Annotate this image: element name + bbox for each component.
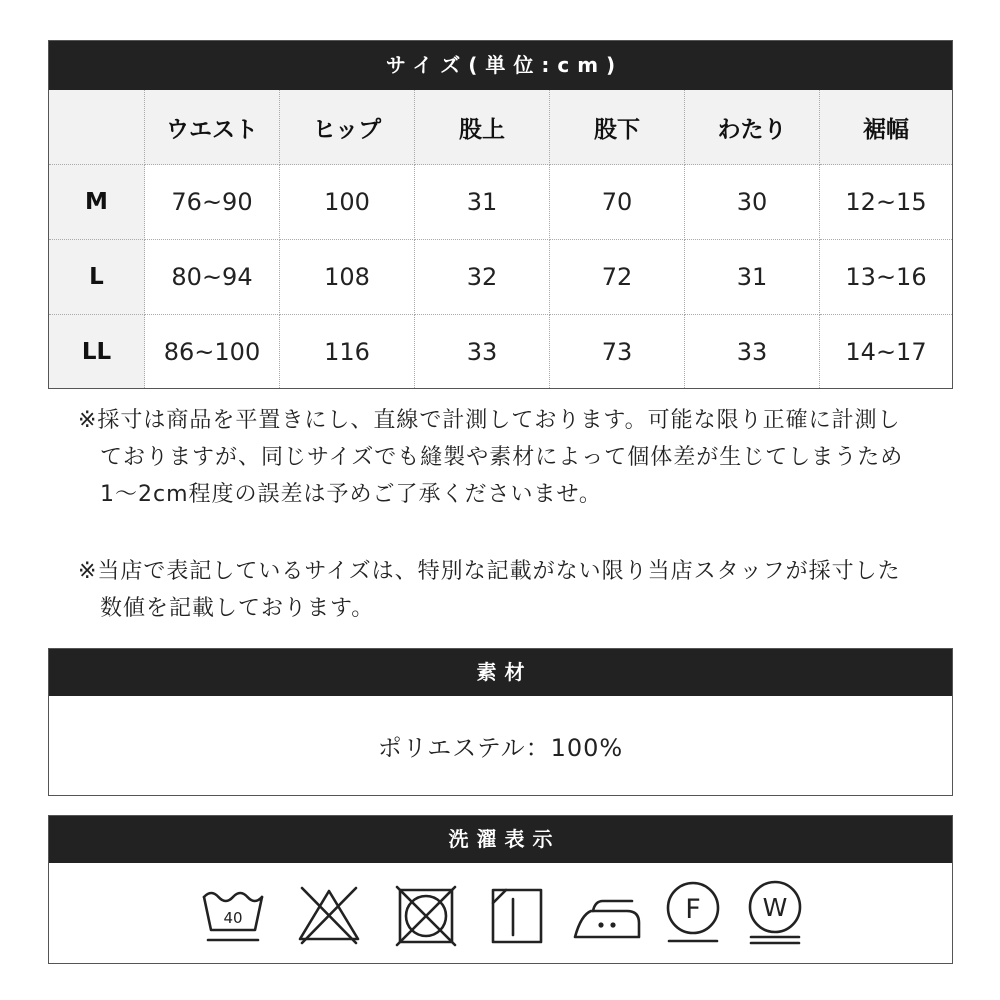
size-table-grid xyxy=(49,90,952,388)
iron-medium-icon xyxy=(572,877,642,947)
column-header-hem-width: 裾幅 xyxy=(820,90,952,165)
measurement-note xyxy=(78,402,903,513)
table-corner-cell xyxy=(49,90,145,165)
column-header-inseam: 股下 xyxy=(550,90,685,165)
no-bleach-icon xyxy=(294,877,364,947)
note-line: 1～2cm程度の誤差は予めご了承くださいませ。 xyxy=(100,482,602,507)
table-cell-hem-width: 14~17 xyxy=(845,337,927,366)
material-title: 素材 xyxy=(49,649,952,696)
column-header-hip: ヒップ xyxy=(280,90,415,165)
care-title: 洗濯表示 xyxy=(49,816,952,863)
row-label-size: L xyxy=(49,240,145,315)
wash-temperature-label: 40 xyxy=(223,909,243,927)
column-header-waist: ウエスト xyxy=(145,90,280,165)
table-cell-hip: 100 xyxy=(280,165,415,240)
no-tumble-dry-icon xyxy=(391,877,461,947)
table-cell-waist: 80~94 xyxy=(145,240,280,315)
care-icon-row xyxy=(49,863,952,963)
table-cell-hip: 116 xyxy=(280,315,415,388)
table-cell-inseam: 72 xyxy=(550,240,685,315)
material-text: ポリエステル：100% xyxy=(377,734,624,762)
column-header-thigh: わたり xyxy=(685,90,820,165)
care-section xyxy=(48,815,953,964)
size-source-note xyxy=(78,553,901,627)
table-cell-waist: 76~90 xyxy=(145,165,280,240)
table-cell-hem-width: 13~16 xyxy=(820,240,952,315)
row-label-size: LL xyxy=(49,315,145,388)
table-cell-rise: 32 xyxy=(415,240,550,315)
table-cell-hip: 108 xyxy=(280,240,415,315)
table-cell-rise: 31 xyxy=(415,165,550,240)
size-table-title: サイズ(単位:cm) xyxy=(49,41,952,90)
table-cell-thigh: 30 xyxy=(685,165,820,240)
table-cell-inseam: 73 xyxy=(550,315,685,388)
note-line: ておりますが、同じサイズでも縫製や素材によって個体差が生じてしまうため xyxy=(100,445,904,470)
material-section xyxy=(48,648,953,796)
wet-clean-w-very-gentle-icon xyxy=(740,877,810,947)
wet-clean-letter: W xyxy=(762,893,788,922)
line-dry-shade-icon xyxy=(482,877,552,947)
table-cell-hem-width: 12~15 xyxy=(820,165,952,240)
note-line: ※採寸は商品を平置きにし、直線で計測しております。可能な限り正確に計測し xyxy=(78,408,901,433)
table-cell-thigh: 33 xyxy=(685,315,820,388)
column-header-rise: 股上 xyxy=(415,90,550,165)
row-label-size: M xyxy=(49,165,145,240)
table-cell-rise: 33 xyxy=(415,315,550,388)
table-cell-inseam: 70 xyxy=(550,165,685,240)
note-line: ※当店で表記しているサイズは、特別な記載がない限り当店スタッフが採寸した xyxy=(78,559,901,584)
wash-tub-40-gentle-icon xyxy=(198,877,268,947)
dry-clean-f-gentle-icon xyxy=(658,877,728,947)
dry-clean-letter: F xyxy=(685,894,701,925)
table-cell-thigh: 31 xyxy=(685,240,820,315)
size-table xyxy=(48,40,953,389)
table-cell-waist: 86~100 xyxy=(145,315,280,388)
note-line: 数値を記載しております。 xyxy=(100,596,375,621)
